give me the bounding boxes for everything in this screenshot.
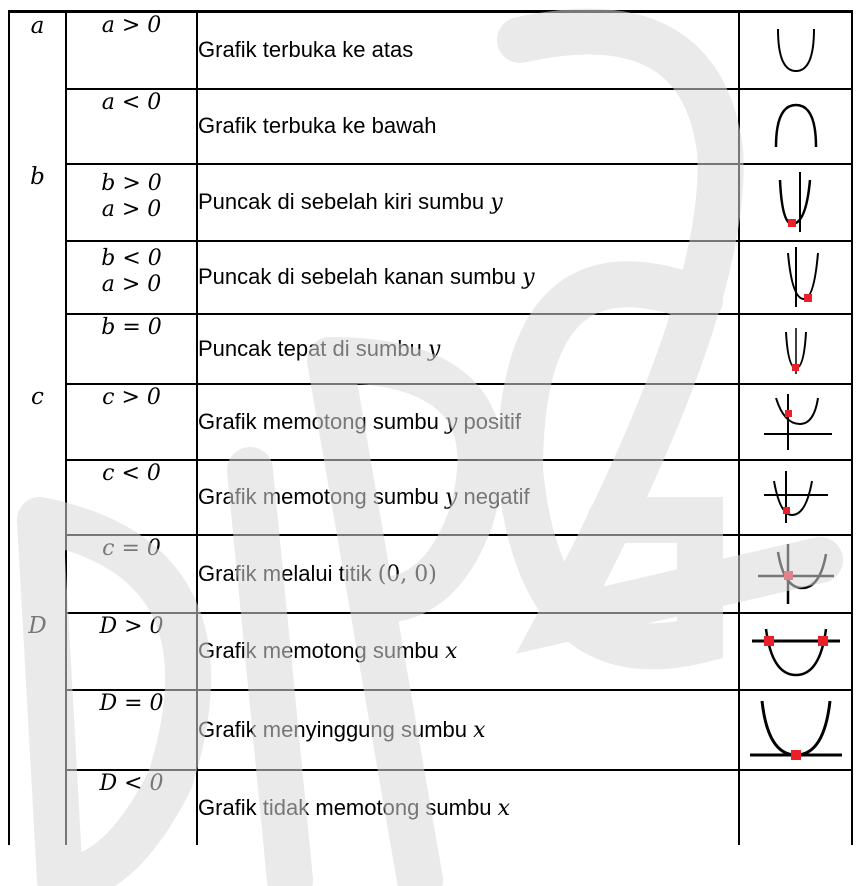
graph-cell	[739, 384, 852, 460]
condition-cell: b = 0	[66, 314, 197, 384]
table-row	[9, 535, 852, 613]
graph-cell	[739, 314, 852, 384]
condition-cell: D = 0	[66, 690, 197, 770]
condition-cell: a < 0	[66, 89, 197, 164]
graph-cell	[739, 690, 852, 770]
table-row	[9, 164, 852, 241]
graph-cell	[739, 535, 852, 613]
parabola-down-icon	[766, 99, 826, 153]
description-cell: Grafik melalui titik (0, 0)	[197, 535, 739, 613]
graph-cell	[739, 460, 852, 535]
cross-y-positive-icon	[756, 392, 836, 452]
description-cell: Grafik terbuka ke atas	[197, 12, 739, 89]
description-cell: Puncak di sebelah kiri sumbu y	[197, 164, 739, 241]
graph-cell	[739, 241, 852, 314]
vertex-on-axis-icon	[766, 322, 826, 376]
description-cell: Puncak di sebelah kanan sumbu y	[197, 241, 739, 314]
table-row	[9, 314, 852, 384]
table-row	[9, 460, 852, 535]
description-cell: Grafik tidak memotong sumbu x	[197, 770, 739, 845]
quadratic-properties-table	[8, 10, 853, 845]
condition-cell: D < 0	[66, 770, 197, 845]
group-c-label: c	[9, 384, 66, 460]
table-row	[9, 12, 852, 89]
table-row	[9, 770, 852, 845]
description-cell: Grafik terbuka ke bawah	[197, 89, 739, 164]
condition-cell: a > 0	[66, 12, 197, 89]
description-cell: Puncak tepat di sumbu y	[197, 314, 739, 384]
vertex-left-icon	[766, 170, 826, 234]
condition-cell: c > 0	[66, 384, 197, 460]
graph-cell	[739, 164, 852, 241]
description-cell: Grafik memotong sumbu x	[197, 613, 739, 690]
description-cell: Grafik memotong sumbu y positif	[197, 384, 739, 460]
table-row	[9, 613, 852, 690]
condition-cell: b > 0 a > 0	[66, 164, 197, 241]
two-roots-icon	[748, 621, 844, 681]
tangent-x-icon	[746, 695, 846, 765]
through-origin-icon	[754, 542, 838, 606]
table-row	[9, 690, 852, 770]
condition-cell: c = 0	[66, 535, 197, 613]
group-a-label: a	[9, 12, 66, 89]
group-b-label: b	[9, 164, 66, 241]
condition-cell: D > 0	[66, 613, 197, 690]
table-row	[9, 384, 852, 460]
description-cell: Grafik memotong sumbu y negatif	[197, 460, 739, 535]
table-row	[9, 241, 852, 314]
group-d-label: D	[9, 613, 66, 690]
cross-y-negative-icon	[756, 467, 836, 527]
graph-cell	[739, 89, 852, 164]
parabola-up-icon	[766, 23, 826, 77]
condition-cell: c < 0	[66, 460, 197, 535]
condition-cell: b < 0 a > 0	[66, 241, 197, 314]
vertex-right-icon	[766, 245, 826, 309]
graph-cell	[739, 770, 852, 845]
description-cell: Grafik menyinggung sumbu x	[197, 690, 739, 770]
graph-cell	[739, 12, 852, 89]
graph-cell	[739, 613, 852, 690]
table-row	[9, 89, 852, 164]
